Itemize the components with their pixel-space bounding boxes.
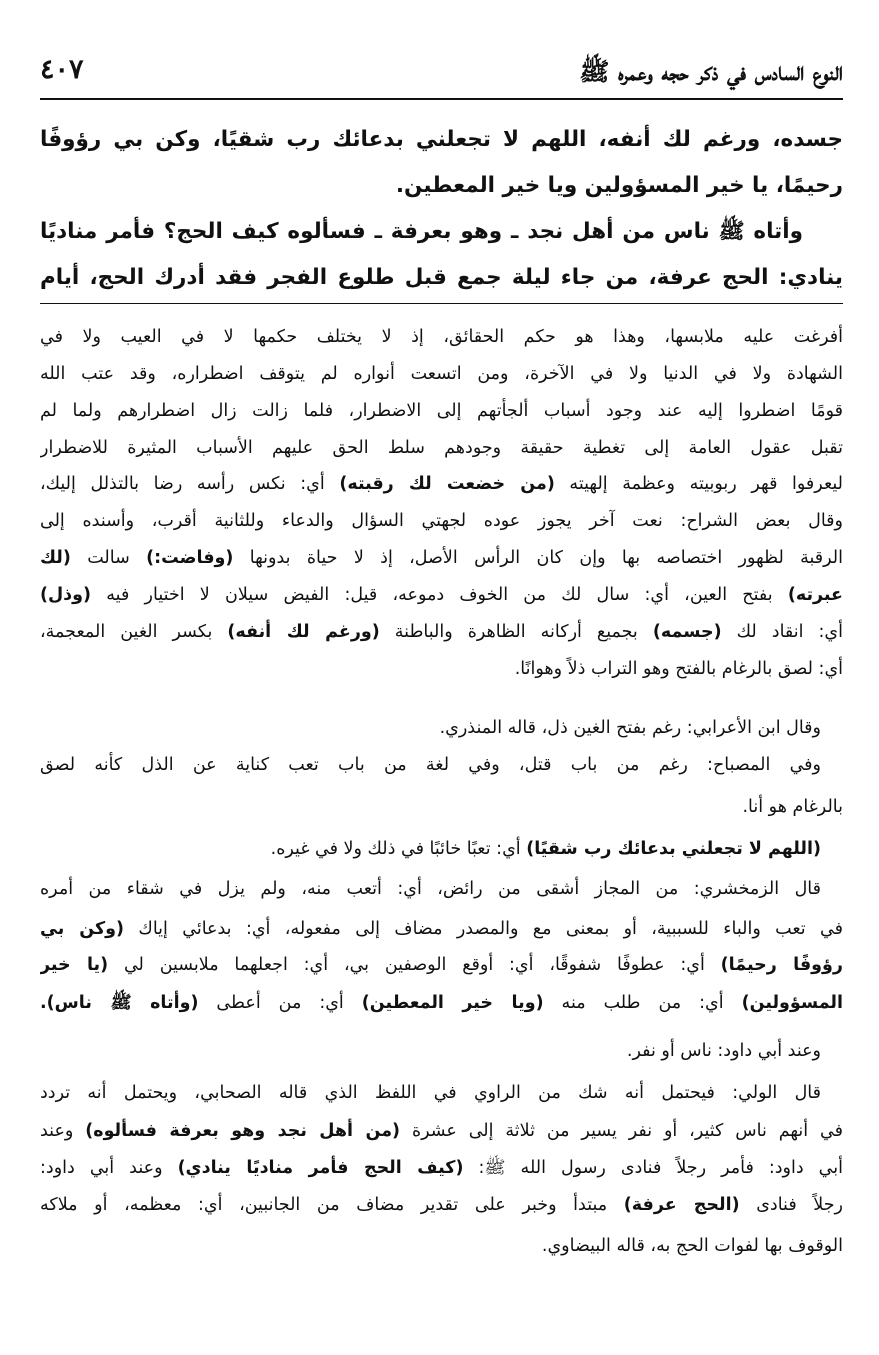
commentary-line bbox=[40, 615, 843, 649]
commentary-segment: الوقوف بها لفوات الحج به، قاله البيضاوي. bbox=[541, 1236, 843, 1256]
commentary-segment: بجميع أركانه الظاهرة والباطنة bbox=[379, 622, 653, 642]
hadith-line: ينادي: الحج عرفة، من جاء ليلة جمع قبل طلوع الفجر فقد أدرك الحج، أيام bbox=[40, 265, 843, 290]
commentary-line bbox=[40, 912, 843, 946]
commentary-segment: بكسر الغين المعجمة، bbox=[40, 622, 228, 642]
quoted-phrase: (اللهم لا تجعلني بدعائك رب شقيًا) bbox=[526, 839, 821, 859]
commentary-segment: أفرغت عليه ملابسها، وهذا هو حكم الحقائق، إذ لا يختلف حكمها لا في العيب ولا في bbox=[40, 327, 843, 347]
commentary-line bbox=[40, 541, 843, 575]
hadith-line: وأتاه ﷺ ناس من أهل نجد ـ وهو بعرفة ـ فسألوه كيف الحج؟ فأمر مناديًا bbox=[40, 219, 803, 244]
quoted-phrase: (كيف الحج فأمر مناديًا ينادي) bbox=[177, 1158, 464, 1178]
commentary-segment: الشهادة ولا في الدنيا ولا في الآخرة، ومن اتسعت أنواره لم يتوقف اضطراره، وقد عتب الله bbox=[40, 364, 843, 384]
commentary-segment: قال الولي: فيحتمل أنه شك من الراوي في اللفظ الذي قاله الصحابي، ويحتمل أنه تردد bbox=[40, 1083, 821, 1103]
quoted-phrase: (وذل) bbox=[40, 585, 92, 605]
commentary-line bbox=[40, 394, 843, 428]
running-title: النوع السادس في ذكر حجه وعمره ﷺ bbox=[579, 57, 843, 86]
commentary-segment: وعند أبي داود: bbox=[40, 1158, 178, 1178]
commentary-segment: في تعب والباء للسببية، أو بمعنى مع والمصدر مضاف إلى مفعوله، أي: بدعائي إياك bbox=[124, 919, 843, 939]
commentary-segment: أي: من طلب منه bbox=[543, 993, 742, 1013]
quoted-phrase: (وكن بي bbox=[40, 919, 124, 939]
commentary-segment: وعند أبي داود: ناس أو نفر. bbox=[626, 1041, 821, 1061]
commentary-line bbox=[40, 790, 843, 824]
commentary-segment: الرقبة لظهور اختصاصه بها وإن كان الرأس الأصل، إذ لا حياة بدونها bbox=[233, 548, 843, 568]
commentary-line bbox=[40, 357, 843, 391]
commentary-segment: أي: تعبًا خائبًا في ذلك ولا في غيره. bbox=[270, 839, 527, 859]
commentary-segment: أي: نكس رأسه رضا بالتذلل إليك، bbox=[40, 474, 340, 494]
commentary-line bbox=[40, 504, 843, 538]
commentary-segment: قومًا اضطروا إليه عند وجود أسباب ألجأتهم إلى الاضطرار، فلما زالت زال اضطرارهم ولما لم bbox=[40, 401, 843, 421]
commentary-segment: وعند bbox=[40, 1121, 86, 1141]
commentary-line bbox=[40, 578, 843, 612]
commentary-segment: تقبل عقول العامة إلى تغطية حقيقة وجودهم سلط الحق عليهم الأسباب المثيرة للاضطرار bbox=[40, 438, 843, 458]
quoted-phrase: (وأتاه ﷺ ناس). bbox=[40, 993, 199, 1013]
text-divider bbox=[40, 303, 843, 304]
quoted-phrase: عبرته) bbox=[787, 585, 843, 605]
quoted-phrase: (من خضعت لك رقبته) bbox=[339, 474, 555, 494]
commentary-segment: ليعرفوا قهر ربوبيته وعظمة إلهيته bbox=[554, 474, 843, 494]
commentary-line bbox=[40, 1188, 843, 1222]
commentary-segment: أي: لصق بالرغام بالفتح وهو التراب ذلاً وهوانًا. bbox=[514, 659, 843, 679]
hadith-line: جسده، ورغم لك أنفه، اللهم لا تجعلني بدعائك رب شقيًا، وكن بي رؤوفًا bbox=[40, 127, 843, 152]
commentary-segment: وفي المصباح: رغم من باب قتل، وفي لغة من باب تعب كناية عن الذل كأنه لصق bbox=[40, 755, 821, 775]
commentary-segment: أي: انقاد لك bbox=[721, 622, 843, 642]
commentary-segment: سالت bbox=[70, 548, 147, 568]
quoted-phrase: (لك bbox=[40, 548, 71, 568]
quoted-phrase: (جسمه) bbox=[652, 622, 722, 642]
quoted-phrase: (ويا خير المعطين) bbox=[361, 993, 544, 1013]
commentary-line bbox=[40, 652, 843, 686]
commentary-line bbox=[40, 1114, 843, 1148]
commentary-segment: مبتدأ وخبر على تقدير مضاف من الجانبين، أي: معظمه، أو ملاكه bbox=[40, 1195, 624, 1215]
commentary-segment: أي: عطوفًا شفوقًا، أي: أوقع الوصفين بي، أي: اجعلهما ملابسين لي bbox=[108, 955, 721, 975]
commentary-segment: وقال ابن الأعرابي: رغم بفتح الغين ذل، قاله المنذري. bbox=[439, 718, 821, 738]
commentary-segment: وقال بعض الشراح: نعت آخر يجوز عوده لجهتي السؤال والدعاء وللثانية أقرب، وأسنده إلى bbox=[40, 511, 843, 531]
commentary-segment: أي: من أعطى bbox=[198, 993, 362, 1013]
commentary-segment: بالرغام هو أنا. bbox=[742, 797, 843, 817]
quoted-phrase: المسؤولين) bbox=[741, 993, 843, 1013]
commentary-line bbox=[40, 748, 843, 782]
quoted-phrase: (يا خير bbox=[40, 955, 109, 975]
hadith-line: رحيمًا، يا خير المسؤولين ويا خير المعطين. bbox=[395, 173, 843, 198]
commentary-segment: رجلاً فنادى bbox=[739, 1195, 843, 1215]
commentary-line bbox=[40, 320, 843, 354]
commentary-line bbox=[40, 467, 843, 501]
commentary-line bbox=[40, 986, 843, 1020]
commentary-segment: في أنهم ناس كثير، أو نفر يسير من ثلاثة إلى عشرة bbox=[400, 1121, 843, 1141]
quoted-phrase: (الحج عرفة) bbox=[623, 1195, 740, 1215]
commentary-line bbox=[40, 1076, 843, 1110]
quoted-phrase: (وفاضت:) bbox=[146, 548, 234, 568]
commentary-line bbox=[40, 1229, 843, 1263]
commentary-line bbox=[40, 1151, 843, 1185]
page-number: ٤٠٧ bbox=[40, 54, 84, 85]
commentary-line bbox=[40, 948, 843, 982]
commentary-line bbox=[40, 832, 843, 866]
commentary-line bbox=[40, 431, 843, 465]
commentary-segment: أبي داود: فأمر رجلاً فنادى رسول الله ﷺ: bbox=[463, 1158, 843, 1178]
page-header bbox=[40, 52, 843, 100]
commentary-line bbox=[40, 1034, 843, 1068]
quoted-phrase: رؤوفًا رحيمًا) bbox=[720, 955, 843, 975]
quoted-phrase: (من أهل نجد وهو بعرفة فسألوه) bbox=[85, 1121, 401, 1141]
commentary-line bbox=[40, 711, 843, 745]
commentary-line bbox=[40, 872, 843, 906]
quoted-phrase: (ورغم لك أنفه) bbox=[227, 622, 380, 642]
commentary-segment: قال الزمخشري: من المجاز أشقى من رائض، أي: أتعب منه، ولم يزل في شقاء من أمره bbox=[40, 879, 821, 899]
commentary-segment: بفتح العين، أي: سال لك من الخوف دموعه، قيل: الفيض سيلان لا اختيار فيه bbox=[91, 585, 788, 605]
